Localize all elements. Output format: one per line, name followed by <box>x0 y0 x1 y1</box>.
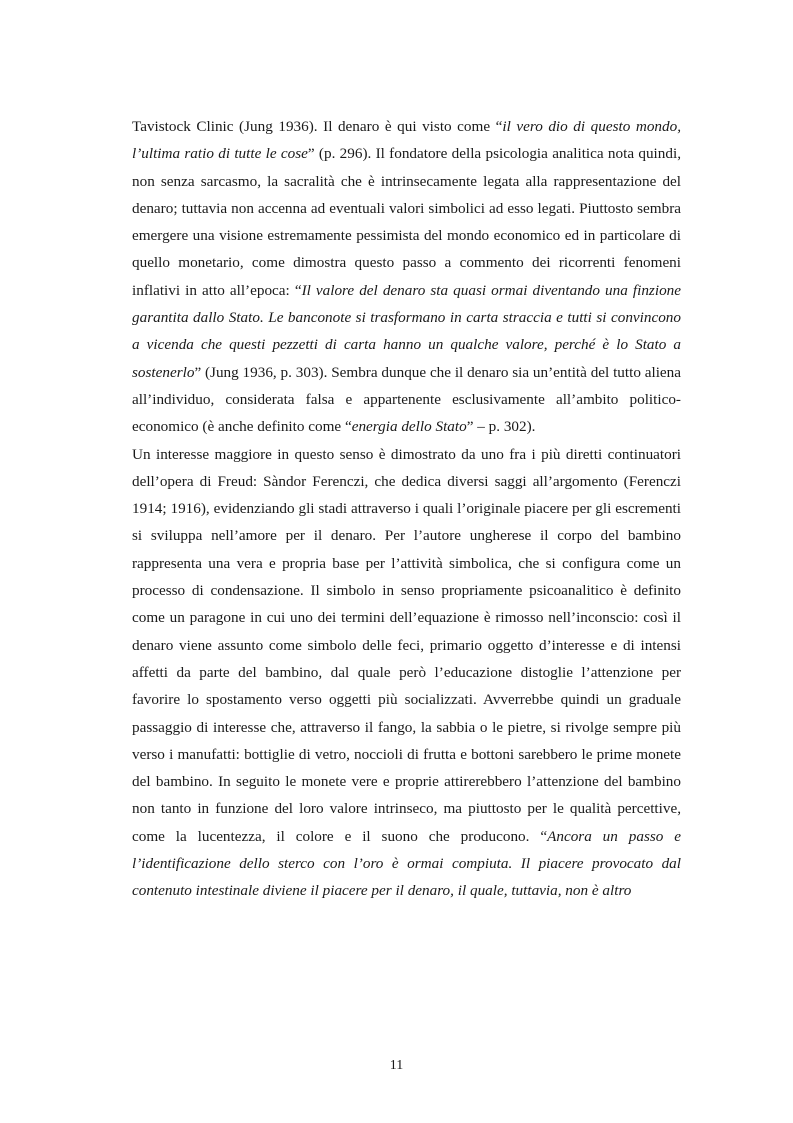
text-run: ” (Jung 1936, p. 303). Sembra dunque che il denaro sia un’entità del tutto aliena all’individuo, considerata falsa e appartenente esclusivamente all’ambito politico-economico (è anche definito come “ <box>132 363 681 436</box>
quote-jung-3: energia dello Stato <box>351 418 467 436</box>
text-run: ” – p. 302). <box>466 418 536 436</box>
quote-jung-1: il vero dio di questo mondo, l’ultima ratio di tutte le cose <box>132 118 682 163</box>
text-run: Un interesse maggiore in questo senso è dimostrato da uno fra i più diretti continuatori dell’opera di Freud: Sàndor Ferenczi, che dedica diversi saggi all’argomento (Ferenczi 1914; 1916), evidenziando gli stadi attraverso i quali l’originale piacere per gli escrementi si sviluppa nell’amore per il denaro. Per l’autore ungherese il corpo del bambino rappresenta una vera e propria base per l’attività simbolica, che si configura come un processo di condensazione. Il simbolo in senso propriamente psicoanalitico è definito come un paragone in cui uno dei termini dell’equazione è rimosso nell’inconscio: così il denaro viene assunto come simbolo delle feci, primario oggetto d’interesse e di intensi affetti da parte del bambino, dal quale però l’educazione distoglie l’attenzione per favorire lo spostamento verso oggetti più socializzati. Avverrebbe quindi un graduale passaggio di interesse che, attraverso il fango, la sabbia o le pietre, si rivolge sempre più verso i manufatti: bottiglie di vetro, noccioli di frutta e bottoni sarebbero le prime monete del bambino. In seguito le monete vere e proprie attirerebbero l’attenzione del bambino non tanto in funzione del loro valore intrinseco, ma piuttosto per le qualità percettive, come la lucentezza, il colore e il suono che producono. “ <box>132 445 681 845</box>
page-number: 11 <box>389 1058 404 1073</box>
text-run: ” (p. 296). Il fondatore della psicologia analitica nota quindi, non senza sarcasmo, la sacralità che è intrinsecamente legata alla rappresentazione del denaro; tuttavia non accenna ad eventuali valori simbolici ad esso legati. Piuttosto sembra emergere una visione estremamente pessimista del mondo economico ed in particolare di quello monetario, come dimostra questo passo a commento dei ricorrenti fenomeni inflativi in atto all’epoca: “ <box>132 145 681 299</box>
paragraph-ferenczi <box>132 441 681 905</box>
quote-jung-2: Il valore del denaro sta quasi ormai diventando una finzione garantita dallo Stato. Le banconote si trasformano in carta straccia e tutti si convincono a vicenda che questi pezzetti di carta hanno un qualche valore, perché è lo Stato a sostenerlo <box>132 281 681 381</box>
body-text <box>132 113 681 905</box>
quote-ferenczi: Ancora un passo e l’identificazione dello sterco con l’oro è ormai compiuta. Il piacere provocato dal contenuto intestinale diviene il piacere per il denaro, il quale, tuttavia, non è altro <box>132 827 681 900</box>
paragraph-jung <box>132 113 681 441</box>
text-run: Tavistock Clinic (Jung 1936). Il denaro è qui visto come “ <box>132 118 503 135</box>
